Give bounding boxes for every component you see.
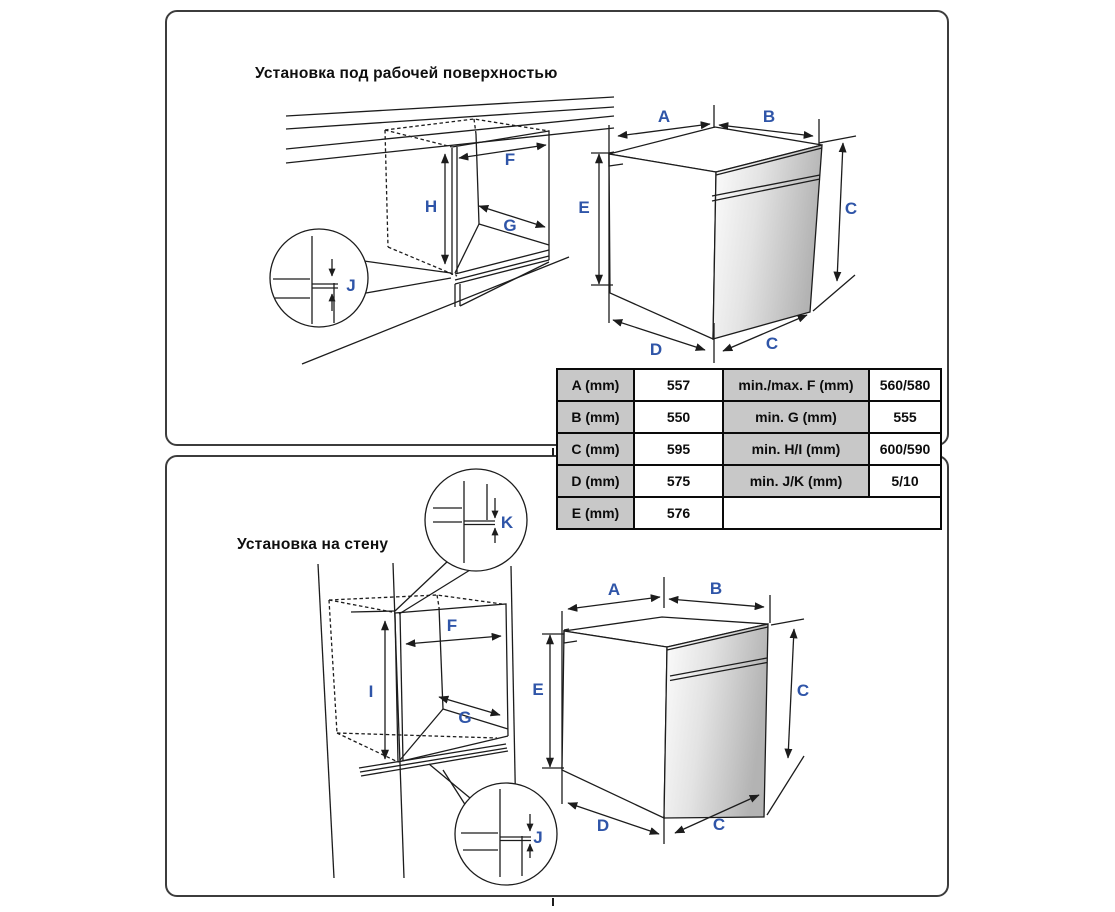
dim-label-c-depth: C (712, 815, 726, 834)
cell-param: D (mm) (557, 465, 634, 497)
table-row (557, 433, 941, 465)
dim-label-a: A (657, 107, 671, 126)
cell-value: 575 (634, 465, 723, 497)
cell-param: min. H/I (mm) (723, 433, 869, 465)
dim-label-c-depth: C (765, 334, 779, 353)
cell-value: 576 (634, 497, 723, 529)
oven-door (664, 624, 768, 818)
cell-param: E (mm) (557, 497, 634, 529)
dim-label-f: F (446, 616, 458, 635)
cell-value: 555 (869, 401, 941, 433)
table-row (557, 465, 941, 497)
dim-label-i: I (368, 682, 374, 701)
oven-door (713, 145, 822, 339)
dim-label-a: A (607, 580, 621, 599)
cell-value: 600/590 (869, 433, 941, 465)
cell-param: B (mm) (557, 401, 634, 433)
cell-value: 595 (634, 433, 723, 465)
table-row (557, 369, 941, 401)
panel1-title: Установка под рабочей поверхностью (255, 65, 558, 82)
cell-param: A (mm) (557, 369, 634, 401)
dim-arrow-f (459, 145, 546, 158)
dim-label-d: D (649, 340, 663, 359)
cell-value: 557 (634, 369, 723, 401)
dim-label-c-side: C (796, 681, 810, 700)
cell-param: min./max. F (mm) (723, 369, 869, 401)
cell-value: 5/10 (869, 465, 941, 497)
cell-param: min. J/K (mm) (723, 465, 869, 497)
oven-isometric (609, 125, 822, 339)
table-row (557, 401, 941, 433)
dim-label-b: B (709, 579, 723, 598)
panel2-title: Установка на стену (237, 536, 389, 553)
cabinet-niche (385, 119, 549, 307)
dim-label-f: F (504, 150, 516, 169)
worktop-lines (286, 97, 614, 163)
dim-label-c-side: C (844, 199, 858, 218)
detail-circle-k (395, 469, 527, 614)
oven-left-face (562, 631, 667, 818)
cell-param: C (mm) (557, 433, 634, 465)
dim-label-e: E (578, 198, 590, 217)
dim-label-g: G (503, 216, 517, 235)
dim-arrow-f (406, 636, 501, 644)
oven-isometric (562, 611, 768, 818)
dim-label-d: D (596, 816, 610, 835)
dim-label-g: G (458, 708, 472, 727)
dim-label-b: B (762, 107, 776, 126)
cell-param: min. G (mm) (723, 401, 869, 433)
oven-left-face (609, 154, 716, 339)
dim-label-k: K (500, 513, 514, 532)
table-row (557, 497, 941, 529)
section-divider-tick-top (552, 448, 554, 456)
dim-arrow-c-side (767, 619, 804, 815)
detail-circle-j (429, 764, 557, 885)
dim-label-j: J (533, 828, 543, 847)
cell-empty (723, 497, 941, 529)
cell-value: 550 (634, 401, 723, 433)
dim-label-j: J (346, 276, 356, 295)
dim-label-h: H (424, 197, 438, 216)
dim-arrow-e (542, 634, 564, 768)
cabinet-niche (329, 595, 508, 776)
detail-circle-j (270, 229, 451, 327)
cell-value: 560/580 (869, 369, 941, 401)
dim-label-e: E (532, 680, 544, 699)
section-divider-tick-bottom (552, 898, 554, 906)
dimension-table (556, 368, 942, 530)
